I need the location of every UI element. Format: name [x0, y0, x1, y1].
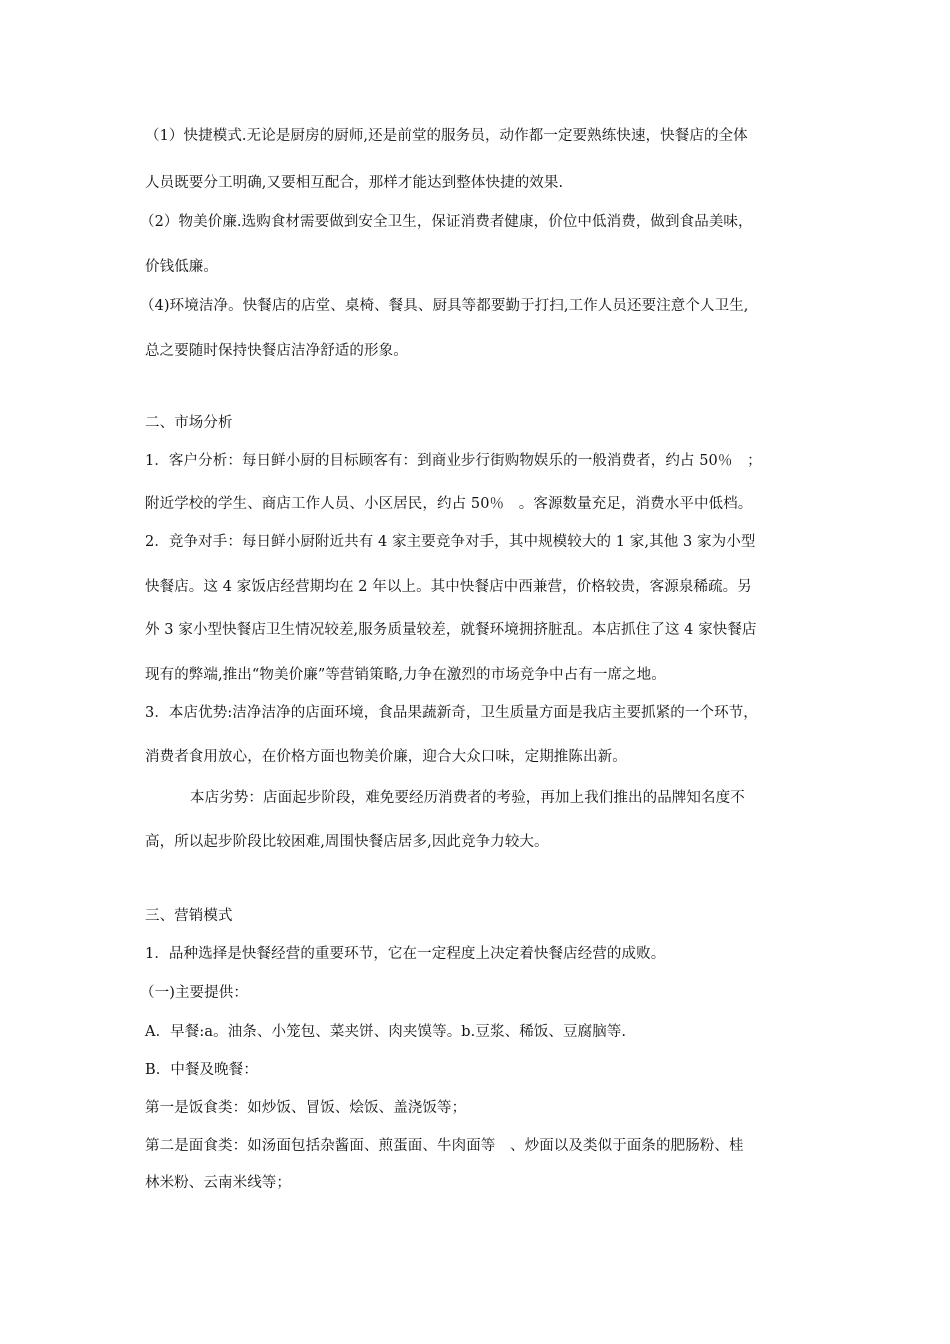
paragraph-line: B．中餐及晚餐： [145, 1062, 258, 1078]
paragraph-line: 第一是饭食类：如炒饭、冒饭、烩饭、盖浇饭等； [145, 1100, 467, 1116]
paragraph-line: 价钱低廉。 [145, 259, 218, 275]
paragraph-line: 本店劣势：店面起步阶段，难免要经历消费者的考验，再加上我们推出的品牌知名度不 [190, 790, 745, 806]
paragraph-line: 现有的弊端,推出“物美价廉”等营销策略,力争在激烈的市场竞争中占有一席之地。 [145, 667, 666, 683]
paragraph-line: （4)环境洁净。快餐店的店堂、桌椅、餐具、厨具等都要勤于打扫,工作人员还要注意个人卫生, [140, 298, 749, 314]
paragraph-line: 1．客户分析：每日鲜小厨的目标顾客有：到商业步行街购物娱乐的一般消费者，约占 50％ ； [145, 453, 762, 469]
section-heading: 三、营销模式 [145, 908, 233, 924]
paragraph-line: 人员既要分工明确,又要相互配合，那样才能达到整体快捷的效果. [145, 175, 564, 191]
paragraph-line: （1）快捷模式.无论是厨房的厨师,还是前堂的服务员，动作都一定要熟练快速，快餐店的全体 [145, 128, 748, 144]
paragraph-line: 外 3 家小型快餐店卫生情况较差,服务质量较差，就餐环境拥挤脏乱。本店抓住了这 4 家快餐店 [145, 622, 757, 638]
paragraph-line: 快餐店。这 4 家饭店经营期均在 2 年以上。其中快餐店中西兼营，价格较贵，客源泉稀疏。另 [145, 579, 752, 595]
section-heading: 二、市场分析 [145, 415, 233, 431]
paragraph-line: 林米粉、云南米线等； [145, 1175, 291, 1191]
paragraph-line: 高，所以起步阶段比较困难,周围快餐店居多,因此竞争力较大。 [145, 834, 549, 850]
paragraph-line: （2）物美价廉.选购食材需要做到安全卫生，保证消费者健康，价位中低消费，做到食品美味， [140, 214, 753, 230]
paragraph-line: 3．本店优势:洁净洁净的店面环境，食品果蔬新奇，卫生质量方面是我店主要抓紧的一个环节， [145, 705, 758, 721]
paragraph-line: 1．品种选择是快餐经营的重要环节，它在一定程度上决定着快餐店经营的成败。 [145, 946, 666, 962]
paragraph-line: （一)主要提供： [140, 985, 248, 1001]
paragraph-line: 2．竞争对手：每日鲜小厨附近共有 4 家主要竞争对手，其中规模较大的 1 家,其他 3 家为小型 [145, 534, 756, 550]
paragraph-line: A．早餐:a。油条、小笼包、菜夹饼、肉夹馍等。b.豆浆、稀饭、豆腐脑等. [145, 1024, 627, 1040]
paragraph-line: 消费者食用放心，在价格方面也物美价廉，迎合大众口味，定期推陈出新。 [145, 749, 627, 765]
paragraph-line: 第二是面食类：如汤面包括杂酱面、煎蛋面、牛肉面等 、炒面以及类似于面条的肥肠粉、桂 [145, 1138, 744, 1154]
paragraph-line: 附近学校的学生、商店工作人员、小区居民，约占 50％ 。客源数量充足，消费水平中低档。 [145, 496, 753, 512]
paragraph-line: 总之要随时保持快餐店洁净舒适的形象。 [145, 343, 408, 359]
